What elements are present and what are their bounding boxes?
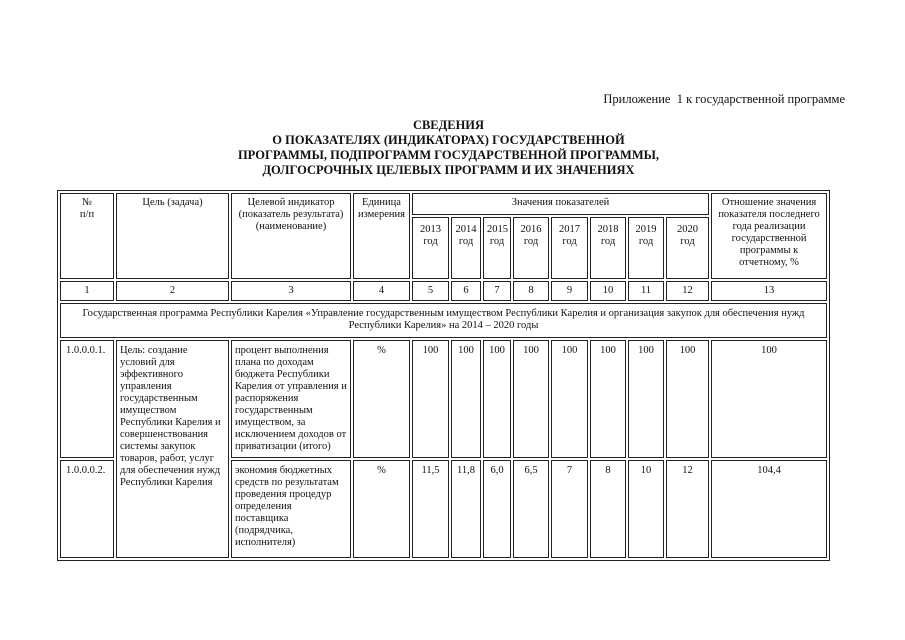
value-2014: 100 — [451, 340, 481, 458]
column-number: 3 — [231, 281, 351, 301]
value-2018: 8 — [590, 460, 626, 558]
value-2015: 6,0 — [483, 460, 511, 558]
value-2014: 11,8 — [451, 460, 481, 558]
header-year-2019: 2019 год — [628, 217, 664, 279]
column-number: 4 — [353, 281, 410, 301]
row-number: 1.0.0.0.1. — [60, 340, 114, 458]
title-line: ПРОГРАММЫ, ПОДПРОГРАММ ГОСУДАРСТВЕННОЙ ПРОГРАММЫ, — [237, 148, 660, 162]
value-2017: 7 — [551, 460, 588, 558]
header-year-2013: 2013 год — [412, 217, 449, 279]
document-title — [57, 118, 840, 178]
value-2013: 11,5 — [412, 460, 449, 558]
header-unit: Единица измерения — [353, 193, 410, 279]
value-2016: 6,5 — [513, 460, 549, 558]
row-number: 1.0.0.0.2. — [60, 460, 114, 558]
ratio-cell: 104,4 — [711, 460, 827, 558]
title-line: ДОЛГОСРОЧНЫХ ЦЕЛЕВЫХ ПРОГРАММ И ИХ ЗНАЧЕНИЯХ — [262, 163, 635, 177]
value-2016: 100 — [513, 340, 549, 458]
value-2015: 100 — [483, 340, 511, 458]
column-number: 10 — [590, 281, 626, 301]
indicators-table — [57, 190, 830, 561]
header-year-2018: 2018 год — [590, 217, 626, 279]
column-number: 6 — [451, 281, 481, 301]
unit-cell: % — [353, 460, 410, 558]
header-goal: Цель (задача) — [116, 193, 229, 279]
goal-cell: Цель: создание условий для эффективного управления государственным имуществом Республики Карелия и совершенствования системы закупок товаров, работ, услуг для обеспечения нужд Республики Карелия — [116, 340, 229, 558]
appendix-note: Приложение 1 к государственной программе — [603, 92, 845, 106]
program-title: Государственная программа Республики Карелия «Управление государственным имуществом Республики Карелия и организация закупок для обеспечения нужд Республики Карелия» на 2014 – 2020 годы — [60, 303, 827, 338]
program-row — [60, 303, 827, 338]
header-year-2017: 2017 год — [551, 217, 588, 279]
header-indicator: Целевой индикатор (показатель результата) (наименование) — [231, 193, 351, 279]
column-number: 8 — [513, 281, 549, 301]
indicator-cell: экономия бюджетных средств по результатам проведения процедур определения поставщика (подрядчика, исполнителя) — [231, 460, 351, 558]
column-numbers-row — [60, 281, 827, 301]
header-year-2014: 2014 год — [451, 217, 481, 279]
column-number: 12 — [666, 281, 709, 301]
ratio-cell: 100 — [711, 340, 827, 458]
header-year-2016: 2016 год — [513, 217, 549, 279]
value-2019: 100 — [628, 340, 664, 458]
title-line: О ПОКАЗАТЕЛЯХ (ИНДИКАТОРАХ) ГОСУДАРСТВЕННОЙ — [272, 133, 625, 147]
value-2018: 100 — [590, 340, 626, 458]
indicator-cell: процент выполнения плана по доходам бюджета Республики Карелия от управления и распоряжения государственным имуществом, за исключением доходов от приватизации (итого) — [231, 340, 351, 458]
header-ratio: Отношение значения показателя последнего года реализации государственной программы к отчетному, % — [711, 193, 827, 279]
value-2013: 100 — [412, 340, 449, 458]
table-row — [60, 340, 827, 458]
header-number: № п/п — [60, 193, 114, 279]
value-2020: 100 — [666, 340, 709, 458]
unit-cell: % — [353, 340, 410, 458]
value-2019: 10 — [628, 460, 664, 558]
header-row — [60, 193, 827, 215]
column-number: 11 — [628, 281, 664, 301]
value-2020: 12 — [666, 460, 709, 558]
column-number: 1 — [60, 281, 114, 301]
column-number: 9 — [551, 281, 588, 301]
column-number: 13 — [711, 281, 827, 301]
column-number: 7 — [483, 281, 511, 301]
value-2017: 100 — [551, 340, 588, 458]
title-line: СВЕДЕНИЯ — [412, 118, 485, 132]
header-year-2015: 2015 год — [483, 217, 511, 279]
header-year-2020: 2020 год — [666, 217, 709, 279]
header-values: Значения показателей — [412, 193, 709, 215]
column-number: 5 — [412, 281, 449, 301]
column-number: 2 — [116, 281, 229, 301]
